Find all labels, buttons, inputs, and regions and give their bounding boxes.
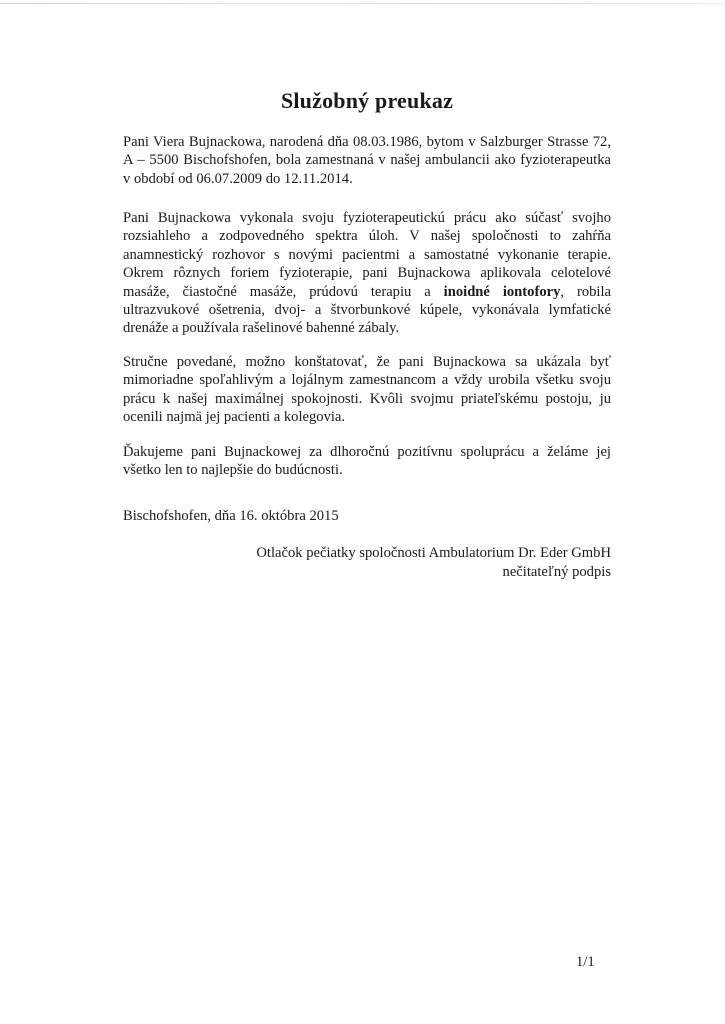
paragraph-evaluation: Stručne povedané, možno konštatovať, že pani Bujnackowa sa ukázala byť mimoriadne spoľahlivým a lojálnym zamestnancom a vždy urobila všetku svoju prácu k našej maximálnej spokojnosti. Kvôli svojmu priateľskému postoju, ju ocenili najmä jej pacienti a kolegovia.	[123, 354, 611, 426]
signature-note: nečitateľný podpis	[502, 564, 611, 580]
stamp-note: Otlačok pečiatky spoločnosti Ambulatorium Dr. Eder GmbH	[256, 545, 611, 561]
paragraph-employment-details: Pani Viera Bujnackowa, narodená dňa 08.03.1986, bytom v Salzburger Strasse 72, A – 5500 Bischofshofen, bola zamestnaná v našej ambulancii ako fyzioterapeutka v období od 06.07.2009 do 12.11.2014.	[123, 134, 611, 187]
page-number: 1/1	[576, 954, 595, 970]
paragraph-thanks: Ďakujeme pani Bujnackowej za dlhoročnú pozitívnu spoluprácu a želáme jej všetko len to najlepšie do budúcnosti.	[123, 444, 611, 479]
document-page	[123, 0, 611, 1024]
paragraph-duties-text-start: Pani Bujnackowa vykonala svoju fyzioterapeutickú prácu ako súčasť svojho rozsiahleho a zodpovedného spektra úloh. V našej spoločnosti to zahŕňa anamnestický rozhovor s novými pacientmi a samostatné vykonanie terapie. Okrem rôznych foriem fyzioterapie, pani Bujnackowa aplikovala celotelové masáže, čiastočné masáže, prúdovú terapiu a	[123, 210, 611, 300]
stamp-and-signature-block	[256, 544, 611, 582]
document-title: Služobný preukaz	[280, 88, 454, 113]
place-and-date: Bischofshofen, dňa 16. októbra 2015	[123, 508, 339, 524]
paragraph-duties-bold-term: inoidné iontofory	[443, 283, 561, 300]
paragraph-duties-text-end: , robila ultrazvukové ošetrenia, dvoj- a štvorbunkové kúpele, vykonávala lymfatické drenáže a používala rašelinové bahenné zábaly.	[123, 283, 612, 337]
paragraph-duties	[123, 209, 611, 338]
